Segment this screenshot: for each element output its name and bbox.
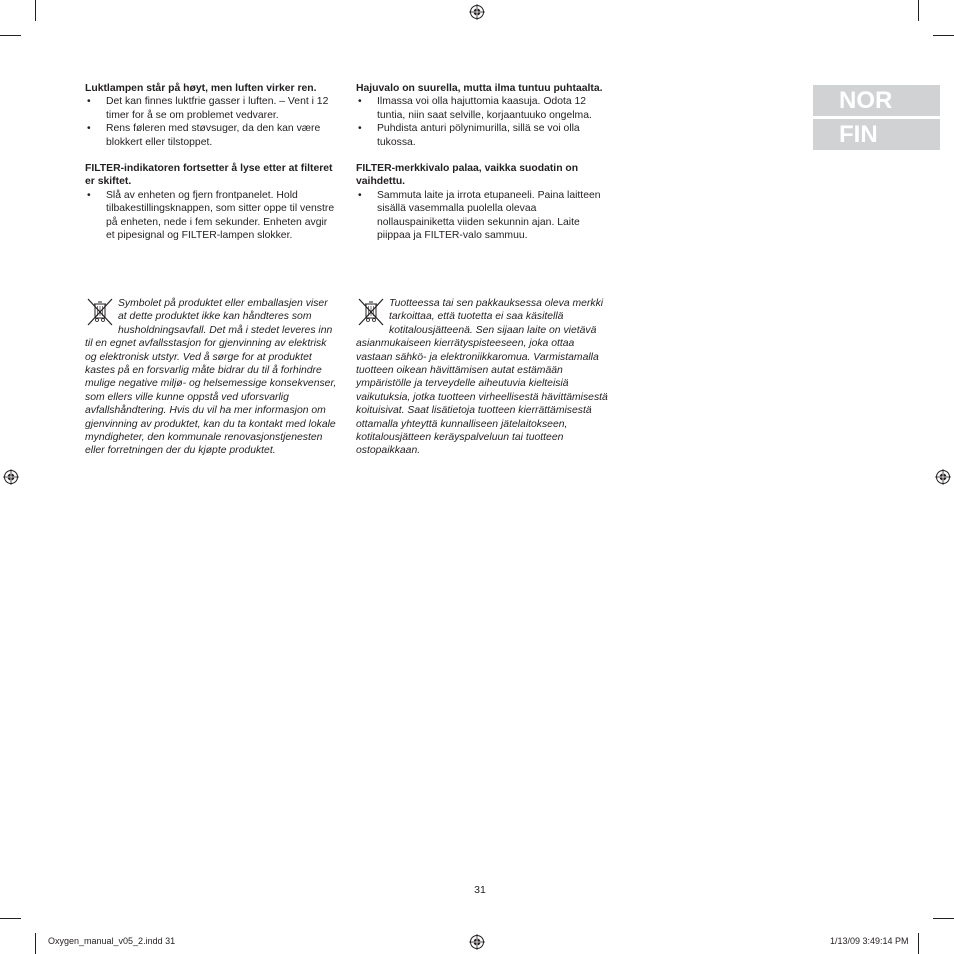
nor-section2-heading: FILTER-indikatoren fortsetter å lyse etter at filteret er skiftet.	[85, 163, 333, 188]
fin-troubleshooting-column	[356, 82, 608, 242]
language-tab-nor: NOR	[813, 85, 940, 116]
crop-mark	[35, 0, 36, 21]
crop-mark	[35, 933, 36, 954]
nor-troubleshooting-column	[85, 82, 337, 242]
slug-timestamp: 1/13/09 3:49:14 PM	[830, 936, 909, 946]
list-item: • Ilmassa voi olla hajuttomia kaasuja. Odota 12 tuntia, niin saat selville, korjaantuuko ongelma.	[356, 95, 608, 122]
fin-disposal-notice	[356, 297, 608, 458]
list-item: • Sammuta laite ja irrota etupaneeli. Paina laitteen sisällä vasemmalla puolella olevaa nollauspainiketta viiden sekunnin ajan. Laite piippaa ja FILTER-valo sammuu.	[356, 189, 608, 243]
registration-mark-icon	[3, 469, 19, 485]
crossed-out-wheelie-bin-icon	[85, 297, 115, 327]
fin-section2-heading: FILTER-merkkivalo palaa, vaikka suodatin on vaihdettu.	[356, 163, 579, 188]
crop-mark	[918, 0, 919, 21]
fin-section1-heading: Hajuvalo on suurella, mutta ilma tuntuu puhtaalta.	[356, 83, 603, 94]
nor-section1-heading: Luktlampen står på høyt, men luften virker ren.	[85, 83, 317, 94]
nor-disposal-text: Symbolet på produktet eller emballasjen viser at dette produktet ikke kan håndteres som husholdningsavfall. Det må i stedet leveres inn til en egnet avfallsstasjon for gjenvinning av elektrisk og elektronisk utstyr. Ved å sørge for at produktet kastes på en forsvarlig måte bidrar du til å forhindre mulige negative miljø- og helsemessige konsekvenser, som ellers ville kunne oppstå ved uforsvarlig avfallshåndtering. Hvis du vil ha mer informasjon om gjenvinning av produktet, kan du ta kontakt med lokale myndigheter, den kommunale renovasjonstjenesten eller forretningen der du kjøpte produktet.	[85, 298, 337, 457]
crop-mark	[0, 35, 21, 36]
list-item: • Det kan finnes luktfrie gasser i luften. – Vent i 12 timer for å se om problemet vedvarer.	[85, 95, 337, 122]
list-item: • Puhdista anturi pölynimurilla, sillä se voi olla tukossa.	[356, 122, 608, 149]
fin-section1-list	[356, 95, 608, 149]
crossed-out-wheelie-bin-icon	[356, 297, 386, 327]
nor-disposal-notice	[85, 297, 337, 458]
language-tab-fin: FIN	[813, 119, 940, 150]
crop-mark	[918, 933, 919, 954]
slug-file-name: Oxygen_manual_v05_2.indd 31	[48, 936, 176, 946]
nor-section2-list	[85, 189, 337, 243]
registration-mark-icon	[469, 4, 485, 20]
language-tabs	[813, 85, 940, 153]
fin-disposal-text: Tuotteessa tai sen pakkauksessa oleva merkki tarkoittaa, että tuotetta ei saa käsitellä kotitalousjätteenä. Sen sijaan laite on vietävä asianmukaiseen kierrätyspisteeseen, joka ottaa vastaan sähkö- ja elektroniikkaromua. Varmistamalla tuotteen oikean hävittämisen autat estämään ympäristölle ja terveydelle aiheutuvia kielteisiä vaikutuksia, jotka tuotteen virheellisestä hävittämisestä koituisivat. Saat lisätietoja tuotteen kierrättämisestä ottamalla yhteyttä kunnalliseen jätelaitokseen, kotitalousjätteen keräyspalveluun tai tuotteen ostopaikkaan.	[356, 298, 608, 457]
registration-mark-icon	[469, 934, 485, 950]
crop-mark	[0, 918, 21, 919]
nor-section1-list	[85, 95, 337, 149]
page-number: 31	[474, 884, 486, 896]
list-item: • Slå av enheten og fjern frontpanelet. Hold tilbakestillingsknappen, som sitter oppe til venstre på enheten, nede i fem sekunder. Enheten avgir et pipesignal og FILTER-lampen slokker.	[85, 189, 337, 243]
list-item: • Rens føleren med støvsuger, da den kan være blokkert eller tilstoppet.	[85, 122, 337, 149]
crop-mark	[933, 918, 954, 919]
registration-mark-icon	[935, 469, 951, 485]
crop-mark	[933, 35, 954, 36]
fin-section2-list	[356, 189, 608, 243]
